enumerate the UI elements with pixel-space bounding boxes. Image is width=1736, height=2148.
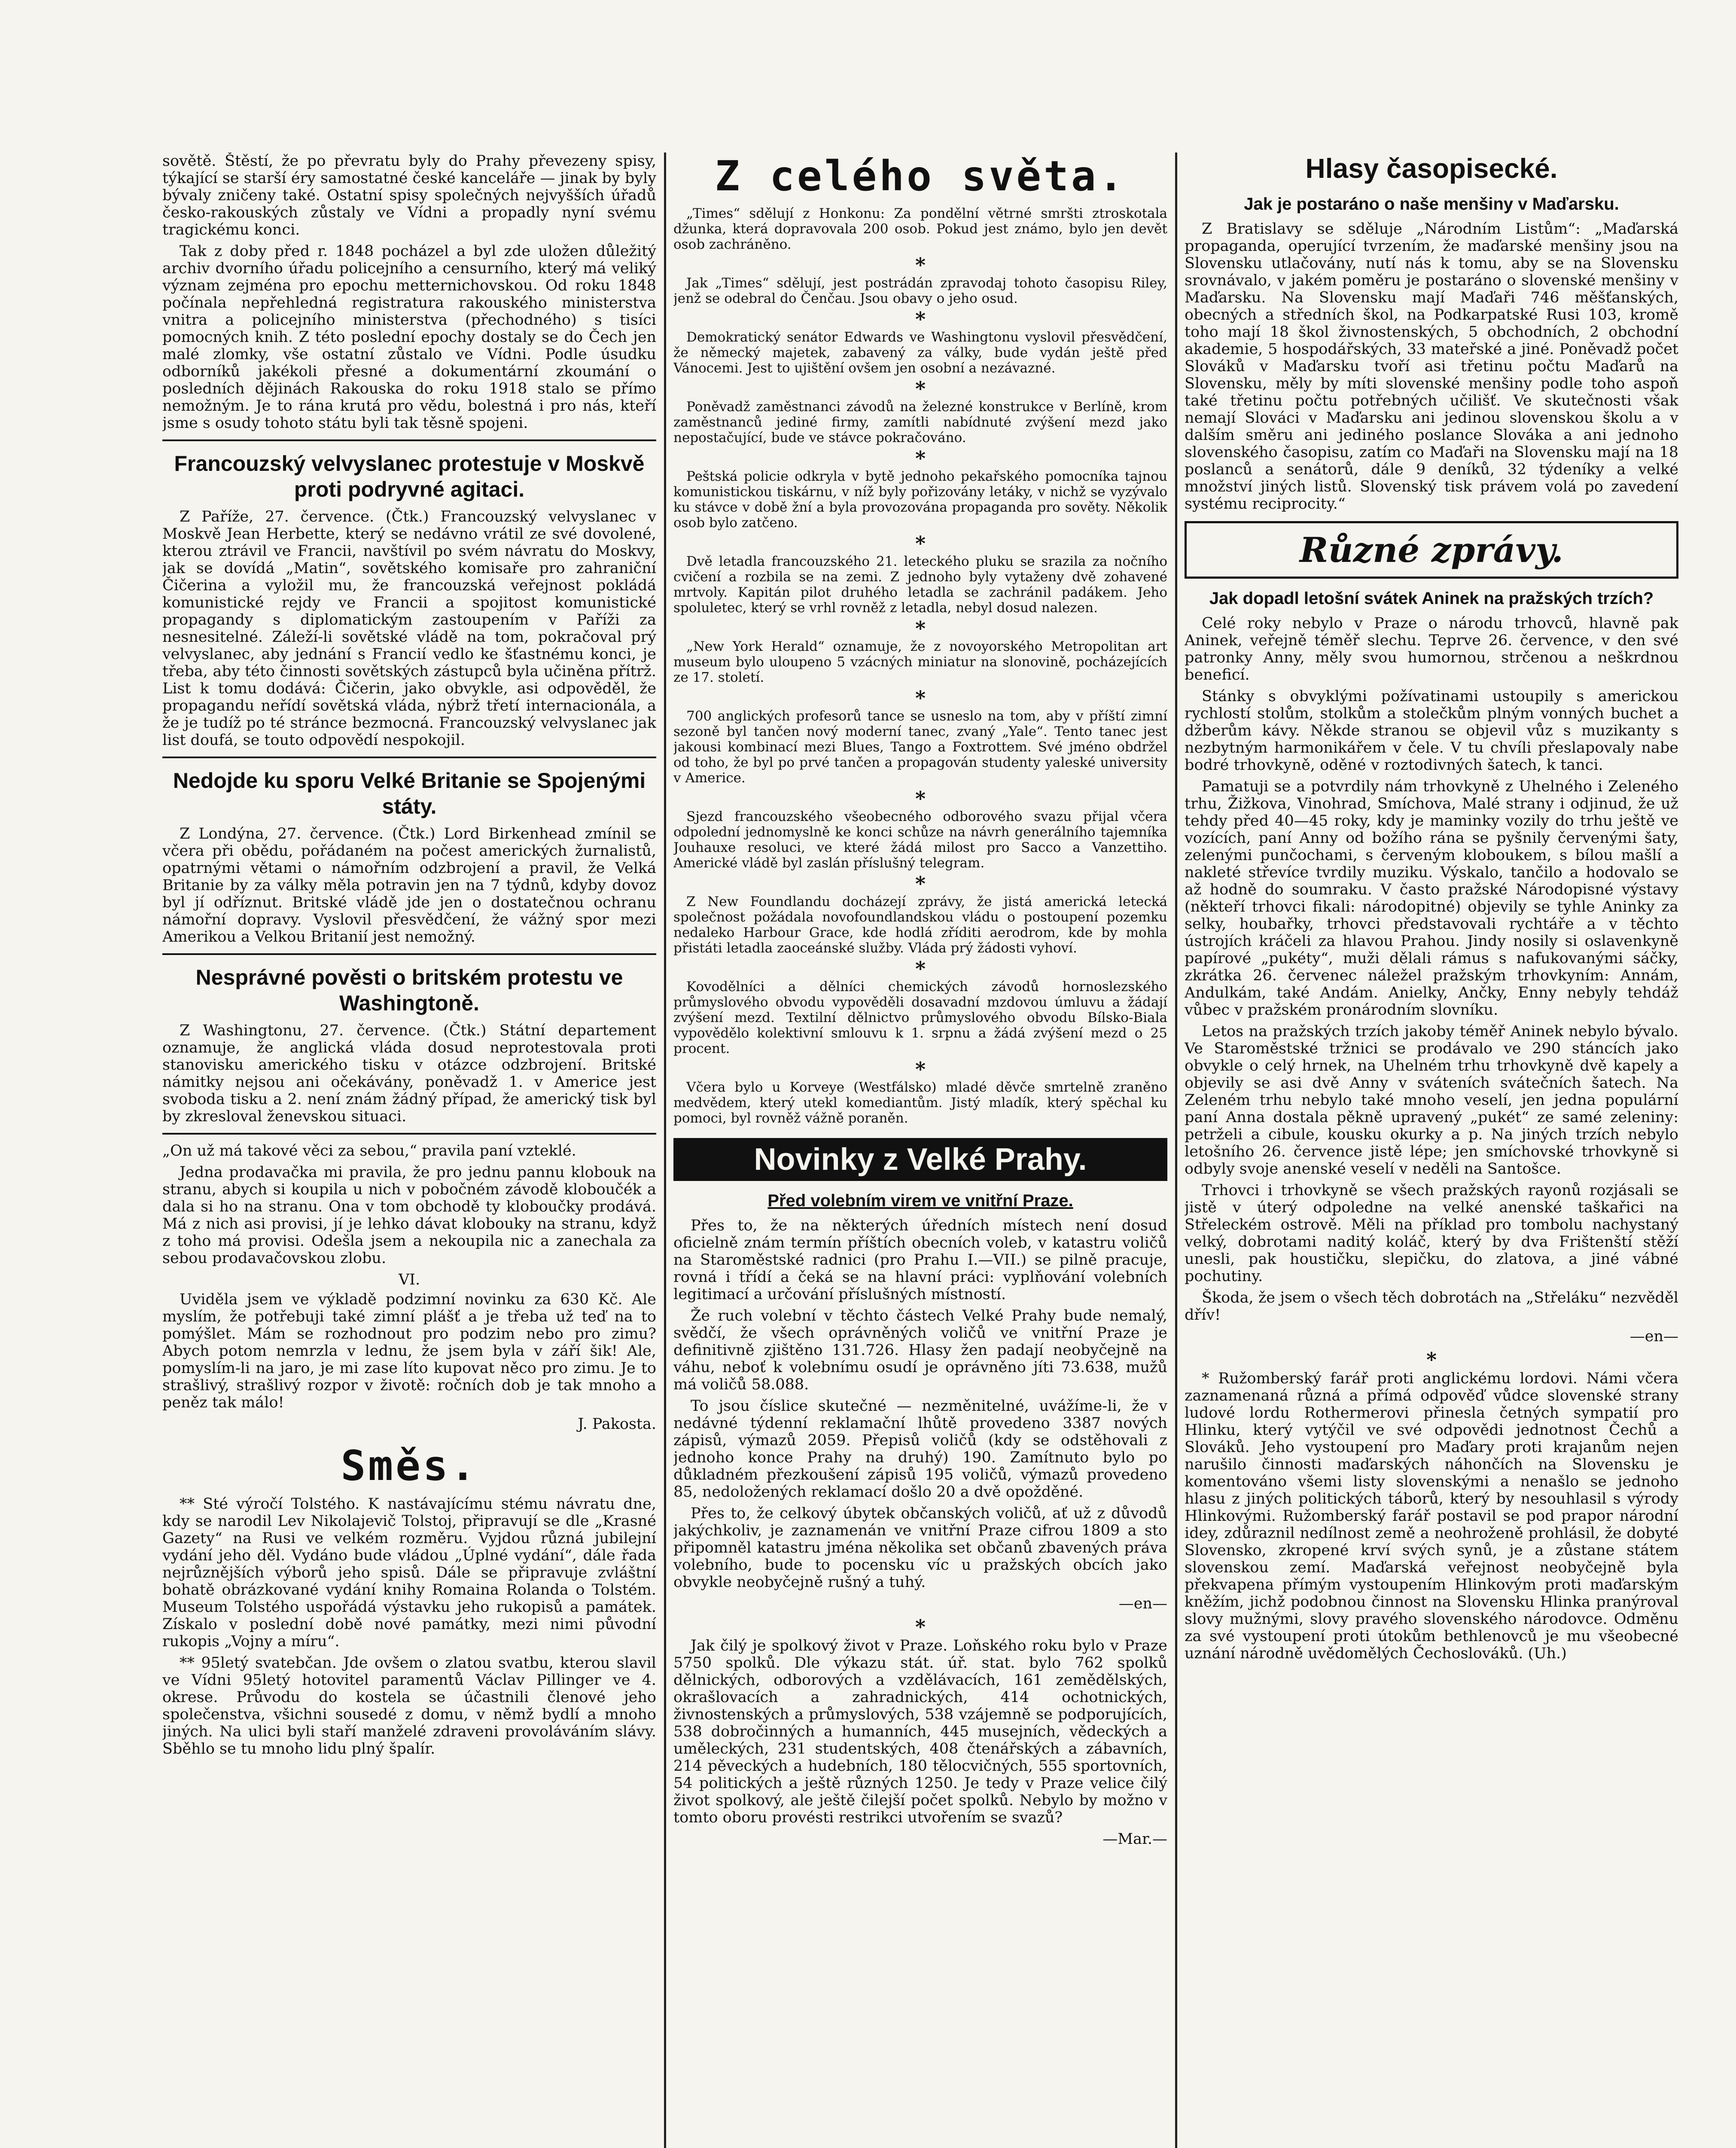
star-divider: * — [915, 1615, 926, 1638]
news-item: Sjezd francouzského všeobecného odborového svazu přijal včera odpolední jednomyslně ke konci schůze na návrh generálního tajemníka Jouhauxe resoluci, ve které žádá milost pro Sacco a Vanzettiho. Americké vládě byl zaslán příslušný telegram. — [673, 809, 1167, 871]
star-divider: * — [915, 617, 926, 640]
news-item: Jak „Times“ sdělují, jest postrádán zpravodaj tohoto časopisu Riley, jenž se odebral do Čenčau. Jsou obavy o jeho osud. — [673, 275, 1167, 306]
article-paris: Z Paříže, 27. července. (Čtk.) Francouzský velvyslanec v Moskvě Jean Herbette, který se nedávno vrátil ze své dovolené, kterou ztrávil ve Francii, navštívil po svém návratu do Moskvy, jak se dovídá „Matin“, sovětského komisaře pro zahraniční Čičerina a vyložil mu, že francouzská veřejnost pokládá komunistické rejdy ve Francii a spojitost komunistické propagandy s diplomatickým zastoupením v Paříži za nesnesitelné. Záleží-li sovětské vládě na tom, pokračoval prý velvyslanec, aby jednání s Francií vedlo ke šťastnému konci, je třeba, aby této činnosti sovětských zástupců byla učiněna přítrž. List k tomu dodává: Čičerin, jako obvykle, asi odpověděl, že propagandu neřídí sovětská vláda, nýbrž třetí internacionála, a že je tudíž po té stránce bezmocná. Francouzský velvyslanec jak list doufá, se touto odpovědí nespokojil. — [162, 508, 656, 749]
article-tolstoj: ** Sté výročí Tolstého. K nastávajícímu stému návratu dne, kdy se narodil Lev Nikolajevič Tolstoj, připravují se dle „Krasné Gazety“ na Rusi ve velkém rozměru. Vyjdou různá jubilejní vydání jeho děl. Vydáno bude vládou „Úplné vydání“, dále řada nejrůznějších výborů jeho spisů. Dále se připravuje zvláštní bohatě obrázkované vydání knihy Romaina Rolanda o Tolstém. Museum Tolstého uspořádá výstavku jeho rukopisů a památek. Získalo v poslední době nové památky, mezi nimi původní rukopis „Vojny a míru“. — [162, 1495, 656, 1650]
article-paragraph: Škoda, že jsem o všech těch dobrotách na „Střeláku“ nezvěděl dřív! — [1185, 1289, 1678, 1324]
column-rule — [1175, 153, 1177, 2148]
news-item: „New York Herald“ oznamuje, že z novoyorského Metropolitan art museum bylo uloupeno 5 vzácných miniatur na slonovině, pocházejících ze 17. století. — [673, 639, 1167, 685]
section-banner-novinky: Novinky z Velké Prahy. — [673, 1138, 1167, 1181]
headline-aninky: Jak dopadl letošní svátek Aninek na pražských trzích? — [1209, 589, 1654, 608]
headline-washington: Nesprávné pověsti o britském protestu ve Washingtoně. — [195, 965, 623, 1015]
feuilleton-para-3: Uviděla jsem ve výkladě podzimní novinku za 630 Kč. Ale myslím, že potřebuji také zimní plášť a je třeba už teď na to pomýšlet. Mám se rozhodnout pro podzim nebo pro zimu? Abych potom nemrzla v lednu, že jsem byla v září šik! Ale, pomyslím-li na jaro, je mi zase líto kupovat něco pro zimu. Je to strašlivý, strašlivý rozpor v životě: ročních dob je tak mnoho a peněz tak málo! — [162, 1291, 656, 1411]
star-divider: * — [915, 253, 926, 277]
star-divider: * — [915, 377, 926, 400]
star-divider: * — [1426, 1348, 1437, 1371]
article-london: Z Londýna, 27. července. (Čtk.) Lord Birkenhead zmínil se včera při obědu, pořádaném na počest amerických žurnalistů, opatrnými větami o námořním odzbrojení a pravil, že Velká Britanie by za války měla potravin jen na 7 týdnů, kdyby dovoz byl jí odříznut. Britské vládě jde jen o dostatečnou ochranu námořní dopravy. Vyslovil přesvědčení, že vážný spor mezi Amerikou a Velkou Britanií jest nemožný. — [162, 825, 656, 946]
column-1 — [162, 153, 656, 2148]
section-title-hlasy: Hlasy časopisecké. — [1305, 153, 1558, 184]
headline-francouzsky-velvyslanec: Francouzský velvyslanec protestuje v Moskvě proti podryvné agitaci. — [174, 452, 645, 501]
section-numeral: VI. — [398, 1271, 420, 1288]
article-paragraph: Pamatuji se a potvrdily nám trhovkyně z Uhelného i Zeleného trhu, Žižkova, Vinohrad, Smíchova, Malé strany i odjinud, že už tehdy před 40—45 roky, kdy je maminky vozily do trhu ještě ve vozících, paní Anny od božího rána se pyšnily červenými šaty, zelenými punčochami, s červeným kloboukem, s bílou mašlí a nakleté střevíce tvrdily muziku. Výskalo, tančilo a hodovalo se až hodně do soumraku. V často pražské Národopisné výstavy (někteří trhovci fikali: národopitné) objevily se tyhle Aninky za selky, houbařky, trhovci představovali rychtáře a v těchto ústrojích kráčeli za hlavou Prahou. Jindy nosily si oslavenkyně papírové „pukéty“, muži dělali rámus s nafukovanými sáčky, zkrátka 26. červenec náležel pražským trhovkyním: Annám, Andulkám, také Andám. Anielky, Ančky, Enny nebyly tehdáž vůbec v pražském pronárodním slovníku. — [1185, 778, 1678, 1019]
star-divider: * — [915, 957, 926, 980]
news-item: Z New Foundlandu docházejí zprávy, že jistá americká letecká společnost požádala novofoundlandskou vládu o postoupení pozemku nedaleko Harbour Grace, kde hodlá zříditi aerodrom, kde by mohla přistáti letadla zaoceánské služby. Vláda prý žádosti vyhoví. — [673, 894, 1167, 956]
news-item: 700 anglických profesorů tance se usneslo na tom, aby v příští zimní sezoně byl tančen nový moderní tanec, zvaný „Yale“. Tento tanec jest jakousi kombinací mezi Blues, Tango a Foxtrottem. Své jméno obdržel od toho, že byl po prvé tančen a propagován studenty yaleské university v Americe. — [673, 708, 1167, 786]
feuilleton-para-1: „On už má takové věci za sebou,“ pravila paní vzteklé. — [162, 1142, 576, 1159]
article-paragraph: Že ruch volební v těchto částech Velké Prahy bude nemalý, svědčí, že všech oprávněných voličů ve vnitřní Praze je definitivně zjištěno 131.726. Hlasy žen padají neobyčejně na váhu, neboť k volebnímu osudí je oprávněno jíti 73.638, mužů má voličů 58.088. — [673, 1307, 1167, 1393]
column-3 — [1185, 153, 1678, 2148]
news-item: Včera bylo u Korveye (Westfálsko) mladé děvče smrtelně zraněno medvědem, který utekl komediantům. Jistý mladík, který spěchal ku pomoci, byl rovněž vážně poraněn. — [673, 1080, 1167, 1126]
article-hlinka: * Ružomberský farář proti anglickému lordovi. Námi včera zaznamenaná různá a přímá odpověď vůdce slovenské strany ludové lordu Rothermerovi přinesla četných sympatií pro Hlinku, který vytýčil ve své odpovědi jednotnost Čechů a Slováků. Jeho vystoupení pro Maďary proti krajanům nejen narušilo činnosti maďarských náhončích na Slovensku je komentováno všemi listy slovenskými a nenašlo se jednoho hlasu z jiných politických táborů, který by nesouhlasil s výrody Hlinkovými. Ružomberský farář postavil se pod prapor národní idey, zdůraznil nedílnost země a neohroženě prohlásil, že dobyté Slovensko, zkropené krví svých synů, je a zůstane státem slovenskou zemí. Maďarská veřejnost neobyčejně byla překvapena přímým vystoupením Hlinkovým proti maďarským kněžím, jichž podobnou činnost na Slovensku Hlinka pranýroval slovy mužnými, slovy pravého slovenského národovce. Odměnu za své vystoupení proti útokům bethlenovců je mu všeobecné uznání národně uvědomělých Čechoslováků. (Uh.) — [1185, 1370, 1678, 1662]
divider — [162, 953, 656, 955]
article-paragraph: Přes to, že na některých úředních místech není dosud oficielně znám termín příštích obecních voleb, v katastru voličů na Staroměstské radnici (pro Prahu I.—VII.) se pilně pracuje, rovná i třídí a čeká se na hlavní práci: vyplňování volebních legitimací a určování příslušných místností. — [673, 1217, 1167, 1303]
author-signature: —en— — [1118, 1595, 1167, 1612]
news-item: Dvě letadla francouzského 21. leteckého pluku se srazila za nočního cvičení a rozbila se na zemi. Z jednoho byly vytaženy dvě zohavené mrtvoly. Kapitán pilot druhého letadla se zachránil padákem. Jeho spoluletec, který se vrhl rovněž z letadla, nebyl dosud nalezen. — [673, 554, 1167, 616]
author-signature: —en— — [1629, 1328, 1678, 1345]
star-divider: * — [915, 872, 926, 895]
article-svatebcan: ** 95letý svatebčan. Jde ovšem o zlatou svatbu, kterou slavil ve Vídni 95letý hotovitel paramentů Václav Pillinger ve 4. okrese. Průvodu do kostela se účastnili členové jeho společenstva, všichni sousedé z domu, v němž bydlí a mnoho jiných. Na ulici byli staří manželé zdraveni provoláváním slávy. Sběhlo se tu mnoho lidu plný špalír. — [162, 1654, 656, 1757]
headline-smes: Směs. — [341, 1442, 478, 1490]
divider — [162, 1133, 656, 1135]
article-paragraph: Trhovci i trhovkyně se všech pražských rayonů rozjásali se jistě v úterý odpoledne na velké anenské taškařici na Střeleckém ostrově. Měli na příklad pro tombolu nachystaný velký, dobrotami naditý koláč, který by dva Frištenští stěží unesli, pak houstičku, slepičku, do zlatova, a jiné vábné pochutiny. — [1185, 1182, 1678, 1285]
news-item: „Times“ sdělují z Honkonu: Za pondělní větrné smršti ztroskotala džunka, která dopravovala 200 osob. Pokud jest známo, bylo jen devět osob zachráněno. — [673, 206, 1167, 252]
intro-paragraph-2: Tak z doby před r. 1848 pocházel a byl zde uložen důležitý archiv dvorního úřadu policejního a censurního, který má veliký význam zejména pro epochu metternichovskou. Od roku 1848 počínala nepřehledná registratura rakouského ministerstva vnitra a policejního ministerstva (přechodného) s tisíci pomocných knih. Z této poslední epochy dostaly se do Čech jen malé zlomky, vše ostatní zůstalo ve Vídni. Podle úsudku odborníků jakékoli přesné a dokumentární zkoumání o posledních dějinách Rakouska do roku 1918 stalo se přímo nemožným. Je to rána krutá pro vědu, bolestná i pro nás, kteří jsme s osudy tohoto státu byli tak těsně spojeni. — [162, 243, 656, 432]
column-2 — [673, 153, 1167, 2148]
star-divider: * — [915, 308, 926, 331]
author-signature: J. Pakosta. — [578, 1416, 656, 1433]
news-item: Kovodělníci a dělníci chemických závodů hornoslezského průmyslového obvodu vypověděli dosavadní mzdovou úmluvu a žádají zvýšení mezd. Textilní dělnictvo průmyslového obvodu Bílsko-Biala vypovědělo kolektivní smlouvu k 1. srpnu a žádá zvýšení mezd o 25 procent. — [673, 979, 1167, 1056]
intro-paragraph: sovětě. Štěstí, že po převratu byly do Prahy převezeny spisy, týkající se starší éry samostatné české kanceláře — jinak by byly bývaly zničeny také. Ostatní spisy společných nejvyšších úřadů česko-rakouských zůstaly ve Vídni a propadly nyní svému tragickému konci. — [162, 153, 656, 238]
star-divider: * — [915, 1058, 926, 1081]
article-spolky: Jak čilý je spolkový život v Praze. Loňského roku bylo v Praze 5750 spolků. Dle výkazu stát. úř. stat. bylo 762 spolků dělnických, odborových a vzdělávacích, 161 zemědělských, okrašlovacích a zahradnických, 414 ochotnických, živnostenských a průmyslových, 538 vzájemně se podporujících, 538 dobročinných a humanních, 445 musejních, vědeckých a uměleckých, 231 studentských, 408 čtenářských a zábavních, 214 pěveckých a hudebních, 180 tělocvičných, 555 sportovních, 54 politických a ještě různých 1250. Je tedy v Praze velice čilý život spolkový, ale ještě čilejší počet spolků. Nebylo by možno v tomto oboru provésti restrikci utvořením se svazů? — [673, 1637, 1167, 1826]
divider — [162, 757, 656, 758]
article-paragraph: Letos na pražských trzích jakoby téměř Aninek nebylo bývalo. Ve Staroměstské tržnici se prodávalo ve 290 stáncích jako obvykle o celý hrnek, na Uhelném trhu trhovkyně dvě kapely a objevily se asi dvě Anny v sváteních svátečních šatech. Na Zeleném trhu nebylo také mnoho veselí, jen jedna populární paní Anna dostala pěkně upravený „pukét“ ze samé zeleniny: petrželi a cibule, kousku okurky a p. Na jiných trzích nebylo letošního 26. července jistě lépe; jen smíchovské trhovkyně si odbyly svoje anenské veselí v neděli na Santošce. — [1185, 1023, 1678, 1178]
headline-velka-britanie: Nedojde ku sporu Velké Britanie se Spojenými státy. — [173, 769, 646, 818]
article-paragraph: Stánky s obvyklými požívatinami ustoupily s americkou rychlostí stolům, stolkům a stolečkům plným vonných buchet a džberům kávy. Někde stranou se objevil vůz s muzikanty s nezbytným harmonikářem v čele. V tu chvíli přeslapovaly nabe bodré trhovkyně, oděné v roztodivných šatech, k tanci. — [1185, 688, 1678, 774]
news-item: Demokratický senátor Edwards ve Washingtonu vyslovil přesvědčení, že německý majetek, zabavený za války, bude vydán ještě před Vánocemi. Jest to ujištění ovšem jen osobní a nezávazné. — [673, 330, 1167, 376]
section-title-ruzne-zpravy: Různé zprávy. — [1300, 530, 1563, 570]
feuilleton-para-2: Jedna prodavačka mi pravila, že pro jednu pannu klobouk na stranu, abych si koupila u nich v pobočném závodě kloboučék a dala si ho na stranu. Ona v tom obchodě ty kloboučky prodává. Má z nich asi provisi, jí je lehko dávat klobouky na stranu, když z toho má provisi. Odešla jsem a nekoupila nic a zanechala za sebou prodavačovskou zlobu. — [162, 1164, 656, 1267]
star-divider: * — [915, 532, 926, 555]
press-quote: Z Bratislavy se sděluje „Národním Listům“: „Maďarská propaganda, operující tvrzením, že maďarské menšiny jsou na Slovensku utlačovány, nutí nás k tomu, aby se na Slovensku srovnávalo, v jakém poměru je postaráno o slovenské menšiny v Maďarsku. Na Slovensku mají Maďaři 746 měšťanských, obecných a středních škol, na Podkarpatské Rusi 103, kromě toho mají 18 škol živnostenských, 5 obchodních, 2 obchodní akademie, 5 hospodářských, 33 mateřské a jiné. Poněvadž počet Slováků v Maďarsku tvoří asi třetinu počtu Maďarů na Slovensku, měly by míti slovenské menšiny podle toho aspoň také třetinu počtu potřebných učilišť. Ve skutečnosti však nemají Slováci v Maďarsku ani jedinou slovenskou školu a v dalším směru ani jediného poslance Slováka a ani jednoho slovenského časopisu, zatím co Maďaři na Slovensku mají na 18 poslanců a senátorů, dále 9 deníků, 32 týdeníky a velké množství jiných listů. Slovenský tisk právem volá po zavedení systému reciprocity.“ — [1185, 220, 1678, 513]
article-washington: Z Washingtonu, 27. července. (Čtk.) Státní departement oznamuje, že anglická vláda dosud neprotestovala proti stanovisku amerického tisku v otázce odzbrojení. Britské námitky nejsou ani očekávány, poněvadž 1. v Americe jest svoboda tisku a 2. není znám žádný případ, že americký tisk byl by zkresloval ženevskou situaci. — [162, 1022, 656, 1125]
author-signature: —Mar.— — [1103, 1831, 1167, 1848]
news-item: Peštská policie odkryla v bytě jednoho pekařského pomocníka tajnou komunistickou tiskárnu, v níž byly pořizovány letáky, v nichž se vyzývalo ku stávce v době žní a byla provozována propaganda pro sověty. Několik osob bylo zatčeno. — [673, 469, 1167, 531]
article-paragraph: To jsou číslice skutečné — nezměnitelné, uvážíme-li, že v nedávné týdenní reklamační lhůtě provedeno 3387 nových zápisů, výmazů 2059. Přepisů voličů (kdy se odstěhovali z jednoho konce Prahy na druhý) 190. Zamítnuto bylo po důkladném přezkoušení zápisů 195 voličů, výmazů provedeno 85, nedoložených reklamací došlo 20 a dvě opožděné. — [673, 1397, 1167, 1501]
section-box-ruzne-zpravy — [1185, 521, 1678, 579]
headline-volebni-vir: Před volebním virem ve vnitřní Praze. — [767, 1191, 1073, 1210]
star-divider: * — [915, 787, 926, 810]
news-item: Poněvadž zaměstnanci závodů na železné konstrukce v Berlíně, krom zaměstnanců jediné firmy, zamítli nabídnuté zvýšení mezd jako nepostačující, bude ve stávce pokračováno. — [673, 399, 1167, 445]
divider — [162, 439, 656, 441]
article-paragraph: Přes to, že celkový úbytek občanských voličů, ať už z důvodů jakýchkoliv, je zaznamenán ve vnitřní Praze cifrou 1809 a sto připomněl katastru jména několika set občanů zbavených práva volebního, bude to pocensku víc u pražských obcích jako obvykle neobyčejně rušný a tuhý. — [673, 1505, 1167, 1591]
column-rule — [664, 153, 666, 2148]
article-paragraph: Celé roky nebylo v Praze o národu trhovců, hlavně pak Aninek, veřejně téměř slechu. Teprve 26. července, v den své patronky Anny, měly svou humornou, strčenou a neškrdnou beneficí. — [1185, 615, 1678, 683]
section-title-z-celeho-sveta: Z celého světa. — [715, 153, 1126, 200]
star-divider: * — [915, 687, 926, 710]
headline-mensiny: Jak je postaráno o naše menšiny v Maďarsku. — [1244, 195, 1619, 214]
star-divider: * — [915, 447, 926, 470]
